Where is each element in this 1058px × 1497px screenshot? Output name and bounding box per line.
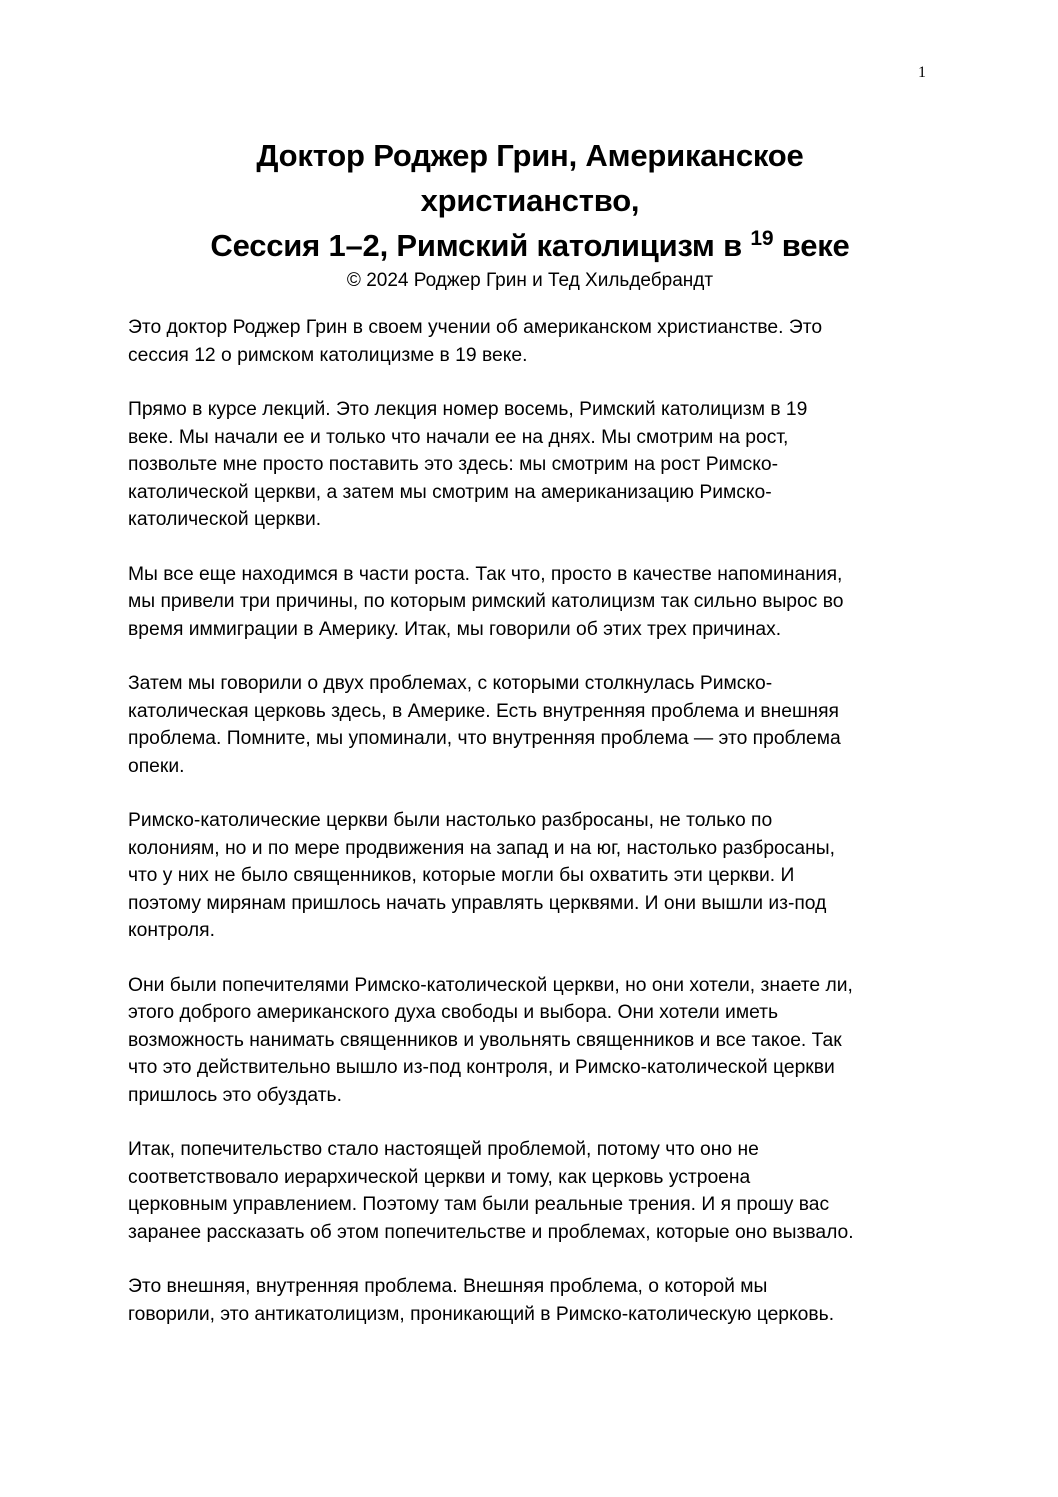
text-line: Римско-католические церкви были настолько разбросаны, не только по — [128, 810, 773, 831]
text-line: соответствовало иерархической церкви и тому, как церковь устроена — [128, 1166, 751, 1188]
text-line: позвольте мне просто поставить это здесь: мы смотрим на рост Римско- — [128, 454, 779, 475]
text-line: Итак, попечительство стало настоящей проблемой, потому что оно не — [128, 1139, 759, 1160]
text-line: Мы все еще находимся в части роста. Так что, просто в качестве напоминания, — [128, 563, 843, 585]
text-line: Это доктор Роджер Грин в своем учении об американском христианстве. Это — [128, 317, 823, 338]
paragraph — [128, 1136, 943, 1246]
title-line-3 — [130, 223, 930, 268]
paragraph — [128, 396, 943, 534]
text-line: этого доброго американского духа свободы и выбора. Они хотели иметь — [128, 1002, 779, 1023]
text-line: сессия 12 о римском католицизме в 19 веке. — [128, 344, 528, 366]
text-line: католическая церковь здесь, в Америке. Есть внутренняя проблема и внешняя — [128, 700, 839, 722]
title-line-3-prefix: Сессия 1–2, Римский католицизм в — [210, 228, 751, 263]
text-line: католической церкви, а затем мы смотрим на американизацию Римско- — [128, 481, 772, 503]
text-line: заранее рассказать об этом попечительстве и проблемах, которые оно вызвало. — [128, 1221, 854, 1243]
paragraph — [128, 972, 943, 1110]
text-line: католической церкви. — [128, 509, 322, 530]
text-line: пришлось это обуздать. — [128, 1084, 342, 1106]
paragraph — [128, 807, 943, 945]
text-line: время иммиграции в Америку. Итак, мы говорили об этих трех причинах. — [128, 618, 782, 640]
text-line: проблема. Помните, мы упоминали, что внутренняя проблема — это проблема — [128, 728, 841, 749]
text-line: церковным управлением. Поэтому там были реальные трения. И я прошу вас — [128, 1194, 830, 1215]
copyright-notice: © 2024 Роджер Грин и Тед Хильдебрандт — [346, 270, 714, 291]
text-line: Прямо в курсе лекций. Это лекция номер восемь, Римский католицизм в 19 — [128, 399, 808, 420]
text-line: говорили, это антикатолицизм, проникающий в Римско-католическую церковь. — [128, 1303, 835, 1325]
paragraph — [128, 314, 943, 369]
title-line-3-suffix: веке — [773, 228, 850, 263]
text-line: Затем мы говорили о двух проблемах, с которыми столкнулась Римско- — [128, 673, 773, 694]
text-line: возможность нанимать священников и увольнять священников и все такое. Так — [128, 1029, 842, 1051]
body-text — [128, 314, 943, 1355]
text-line: Это внешняя, внутренняя проблема. Внешняя проблема, о которой мы — [128, 1276, 768, 1297]
title-line-1: Доктор Роджер Грин, Американское — [256, 138, 804, 173]
title-line-2: христианство, — [420, 183, 640, 218]
text-line: поэтому мирянам пришлось начать управлять церквями. И они вышли из-под — [128, 892, 827, 914]
text-line: контроля. — [128, 920, 215, 941]
paragraph — [128, 670, 943, 780]
text-line: колониям, но и по мере продвижения на запад и на юг, настолько разбросаны, — [128, 837, 835, 859]
text-line: мы привели три причины, по которым римский католицизм так сильно вырос во — [128, 591, 844, 612]
text-line: Они были попечителями Римско-католической церкви, но они хотели, знаете ли, — [128, 974, 853, 996]
text-line: опеки. — [128, 755, 185, 777]
title-superscript: 19 — [750, 227, 774, 250]
text-line: веке. Мы начали ее и только что начали ее на днях. Мы смотрим на рост, — [128, 426, 789, 448]
text-line: что это действительно вышло из-под контроля, и Римско-католической церкви — [128, 1057, 835, 1078]
paragraph — [128, 1273, 943, 1328]
paragraph — [128, 561, 943, 644]
text-line: что у них не было священников, которые могли бы охватить эти церкви. И — [128, 865, 795, 886]
title-block — [130, 133, 930, 293]
page-number: 1 — [918, 64, 926, 81]
